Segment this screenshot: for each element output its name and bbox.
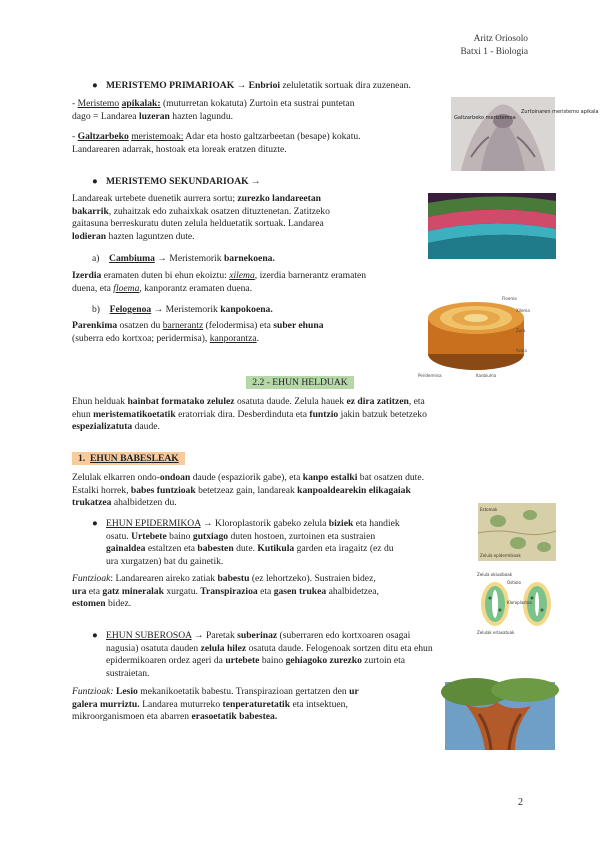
suberosoa-item: ● EHUN SUBEROSOA → Paretak suberinaz (suberraren edo kortxoaren osagai nagusia) osatuta dauden zelula hilez osatuta daude. Felogenoak sortzen ditu eta ehun epidermikoaren ordez ageri da urtebete baino gehiagoko zurezko zurtoin eta sustraietan. [92,630,433,679]
trunk-label-5: Azala [516,348,527,353]
trunk-label-3: Zura [516,328,526,333]
apikalak-paragraph: - Meristemo apikalak: (muturretan kokatuta) Zurtoin eta sustrai puntetan dago = Landarea luzeran hazten lagundu. [72,98,355,122]
label-apikala: Zurtoinaren meristemo apikala [521,109,599,115]
stoma-label-0: Zelula oklusiboak [477,572,513,577]
label-galtzarbeko: Galtzarbeko meristemoa [454,115,516,121]
cork-oak-photo [445,682,555,750]
header-course: Batxi 1 - Biologia [460,47,528,57]
page-number: 2 [518,797,523,808]
epidermikoa-item: ● EHUN EPIDERMIKOA → Kloroplastorik gabeko zelula biziek eta handiek osatu. Urtebete baino gutxiago duten hostoen, zurtoinen eta sustraien gainaldea estaltzen eta babesten dute. Kutikula garden eta iragaitz (ez du ura xurgatzen) bat du gainetik. [92,518,400,567]
trunk-label-1: Floema [502,296,517,301]
trunk-cross-section-diagram [416,292,542,382]
trunk-label-4: Kanbiuma [476,373,497,378]
stoma-label-3: Zelulak erlaxatuak [477,630,515,635]
cambiuma-item: a) Cambiuma → Meristemorik barnekoena. [92,253,275,264]
stomata-diagram [475,570,557,636]
felogenoa-item: b) Felogenoa → Meristemorik kanpokoena. [92,304,273,315]
section-title-ehun-helduak: 2.2 - EHUN HELDUAK [0,377,600,390]
epidermis-micrograph [478,503,556,561]
trunk-label-0: Peridermisa [418,373,442,378]
trunk-label-2: Xilema [516,308,530,313]
header-author: Aritz Oriosolo [473,34,528,44]
epi-label-2: Zelula epidermikoak [480,553,521,558]
babesleak-paragraph: Zelulak elkarren ondo-ondoan daude (espaziorik gabe), eta kanpo estalki bat osatzen dute. Estalki horrek, babes funtzioak betetzeaz gain, landareak kanpoaldearekin elikagaiak trukatzea ahalbidetzen du. [72,472,424,509]
heading-meristemo-sekundarioak: ● MERISTEMO SEKUNDARIOAK → [92,176,261,187]
stoma-label-1: Ostiolo [507,580,521,585]
epi-label-0: Estomak [480,507,498,512]
heading-meristemo-primarioak: ● MERISTEMO PRIMARIOAK → Enbrioi zeluletatik sortuak dira zuzenean. [92,80,411,91]
galtzarbeko-paragraph: - Galtzarbeko meristemoak: Adar eta hosto galtzarbeetan (besape) kokatu. Landarearen adarrak, hostoak eta loreak eratzen dituzte. [72,131,361,155]
section-title-babesleak: 1. EHUN BABESLEAK [72,453,185,466]
stoma-label-2: Kloroplastoa [507,600,532,605]
parenkima-paragraph: Parenkima osatzen du barnerantz (felodermisa) eta suber ehuna (suberra edo kortxoa; peridermisa), kanporantza. [72,320,324,344]
funtzioak-suberosoa: Funtzioak: Lesio mekanikoetatik babestu. Transpirazioan gertatzen den ur galera murriztu. Landarea muturreko tenperaturetatik eta intsektuen, mikroorganismoen eta abarren erasoetatik babestea. [72,686,359,723]
cambium-tissue-micrograph [428,193,556,259]
funtzioak-epidermikoa: Funtzioak: Landarearen aireko zatiak babestu (ez lehortzeko). Sustraien bidez, ura eta gatz mineralak xurgatu. Transpirazioa eta gasen trukea ahalbidetzea, estomen bidez. [72,573,379,610]
shoot-apex-micrograph [451,97,599,171]
izerdia-paragraph: Izerdia eramaten duten bi ehun ekoiztu: xilema, izerdia barnerantz eramaten duena, eta floema, kanporantz eramaten duena. [72,270,367,294]
ehun-helduak-paragraph: Ehun helduak hainbat formatako zelulez osatuta daude. Zelula hauek ez dira zatitzen, eta ehun meristematikoetatik eratorriak dira. Desberdinduta eta funtzio jakin batzuk betetzeko espezializatuta daude. [72,396,427,433]
sekundarioak-paragraph: Landareak urtebete duenetik aurrera sortu; zurezko landareetan bakarrik, zuhaitzak edo zuhaixkak osatzen dituztenetan. Zatitzeko gaitasuna berreskuratu duten zelula helduetatik sortuak. Landarea lodieran hazten laguntzen dute. [72,193,330,242]
